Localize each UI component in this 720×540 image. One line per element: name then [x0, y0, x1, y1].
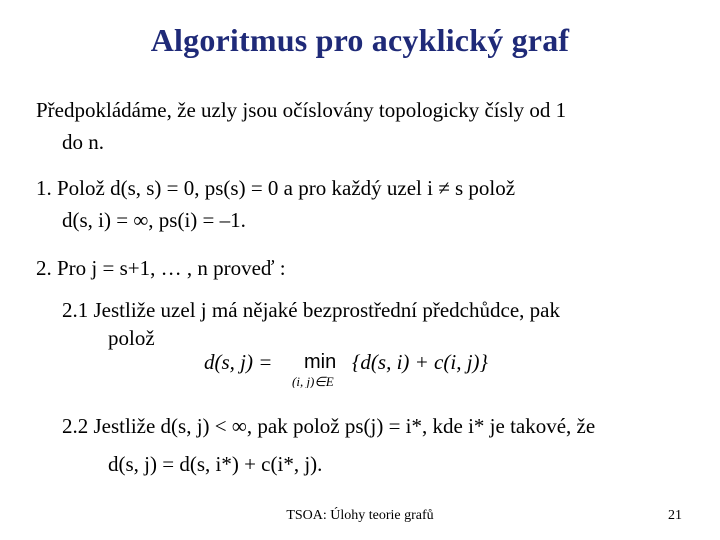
min-formula	[204, 344, 524, 388]
step-2-2-line-1: 2.2 Jestliže d(s, j) < ∞, pak polož ps(j) = i*, kde i* je takové, že	[62, 414, 596, 438]
step-2-1-line-2: polož	[108, 326, 155, 350]
footer-title: TSOA: Úlohy teorie grafů	[286, 508, 434, 523]
step-2-1-line-1: 2.1 Jestliže uzel j má nějaké bezprostřední předchůdce, pak	[62, 298, 560, 322]
formula-subscript: (i, j)∈E	[292, 374, 334, 388]
formula-rhs: {d(s, i) + c(i, j)}	[352, 350, 488, 374]
intro-line-1: Předpokládáme, že uzly jsou očíslovány topologicky čísly od 1	[36, 98, 567, 122]
slide-title: Algoritmus pro acyklický graf	[150, 22, 570, 58]
step-1-line-1: 1. Polož d(s, s) = 0, ps(s) = 0 a pro každý uzel i ≠ s polož	[36, 176, 516, 200]
formula-min: min	[304, 351, 337, 373]
formula-lhs: d(s, j) =	[204, 350, 273, 374]
step-2-2-line-2: d(s, j) = d(s, i*) + c(i*, j).	[108, 452, 323, 476]
step-2-line-1: 2. Pro j = s+1, … , n proveď :	[36, 256, 286, 280]
intro-line-2: do n.	[62, 130, 104, 154]
page-number: 21	[668, 508, 682, 523]
step-1-line-2: d(s, i) = ∞, ps(i) = –1.	[62, 208, 246, 232]
